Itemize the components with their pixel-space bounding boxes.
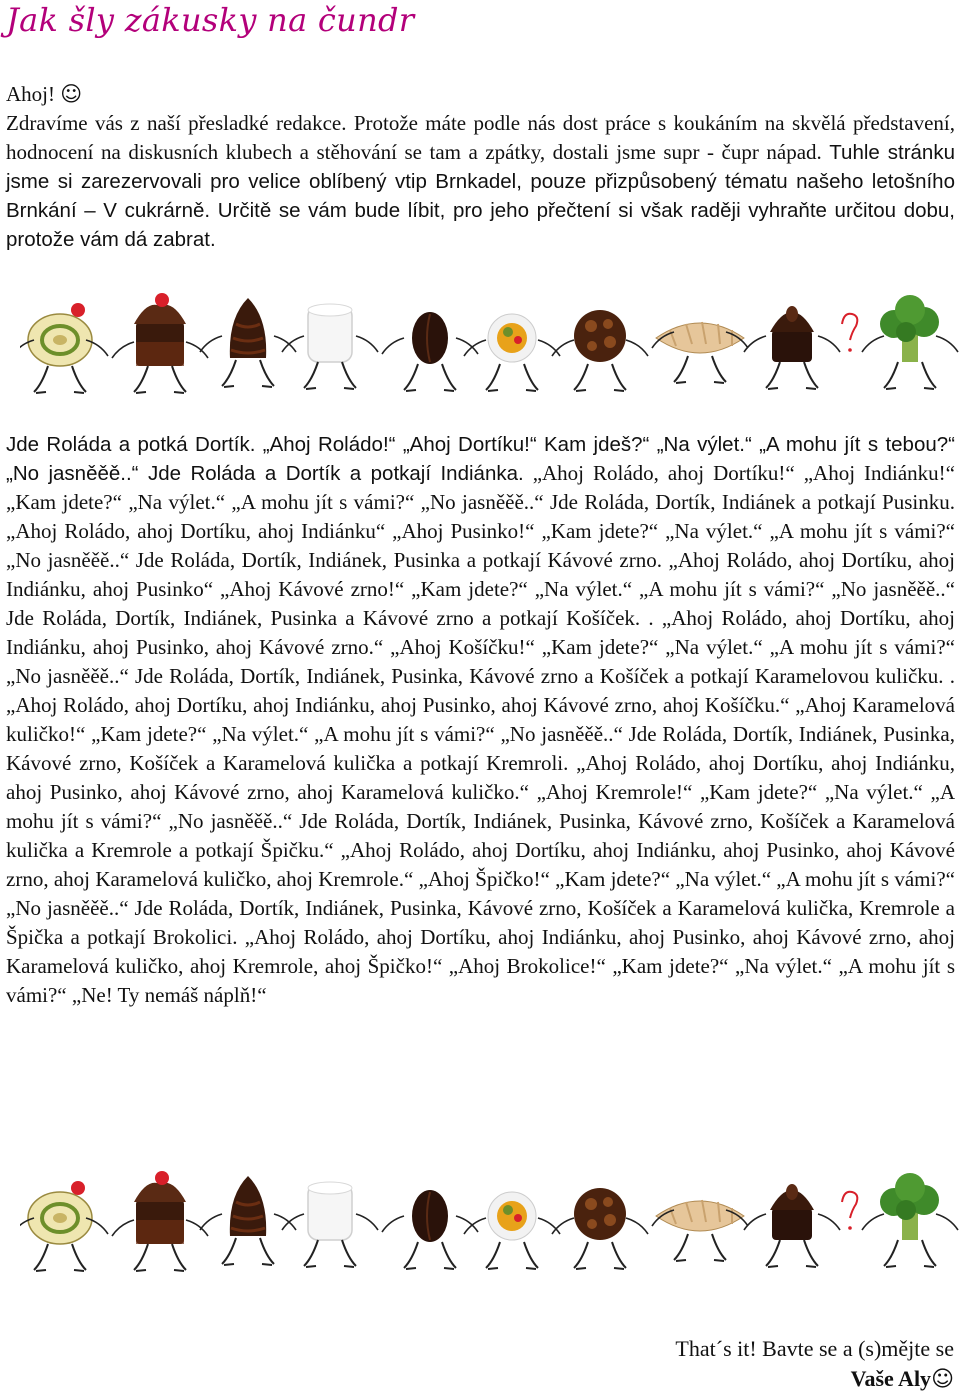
chocolate-spiral-figure [200,1176,296,1265]
closing-line: That´s it! Bavte se a (s)mějte se [675,1336,954,1361]
chocolate-cake-figure [112,1171,208,1271]
signature-text: Vaše Aly [850,1366,932,1391]
dessert-figures-top [20,280,960,412]
story-opening: Jde Roláda a potká Dortík. „Ahoj Roládo!“ „Ahoj Dortíku!“ Kam jdeš?“ „Na výlet.“ „A mohu jít s tebou?“ „No jasněěě..“ Jde Roláda a Dortík a potkají Indiánka. [6,433,955,485]
tartlet-figure [464,1192,560,1269]
roulade-figure [20,1181,108,1271]
tartlet-figure [464,314,560,391]
page-title: Jak šly zákusky na čundr [6,1,415,39]
signature-smiley-icon: ☺ [931,1367,954,1392]
intro-part-2: Tuhle stránku jsme si zarezervovali pro velice oblíbený vtip Brnkadel, pouze přizpůsobený tématu našeho letošního Brnkání – V cukrárně. Určitě se vám bude líbit, pro jeho přečtení si však raději vyhraňte určitou dobu, protože vám dá zabrat. [6,141,955,251]
cream-roll-figure [652,322,748,383]
roulade-figure [20,303,108,393]
marshmallow-figure [282,304,378,389]
marshmallow-figure [282,1182,378,1267]
cream-roll-figure [652,1200,748,1261]
dessert-illustration-row-top [20,280,960,412]
chocolate-tip-figure [744,1184,840,1267]
broccoli-figure [862,1173,958,1267]
story-paragraph [6,430,955,1010]
dessert-figures-bottom [20,1158,960,1290]
signature [851,1364,954,1394]
coffee-bean-figure [382,312,478,391]
intro-paragraph [6,109,955,254]
question-mark-icon [842,314,857,352]
broccoli-figure [862,295,958,389]
greeting [6,80,82,108]
intro-part-1: Zdravíme vás z naší přesladké redakce. Protože máte podle nás dost práce s koukáním na skvělá představení, hodnocení na diskusních klubech a stěhování se tam a zpátky, dostali jsme supr - čupr nápad. [6,111,955,164]
story-body: „Ahoj Roládo, ahoj Dortíku!“ „Ahoj Indiánku!“ „Kam jdete?“ „Na výlet.“ „A mohu jít s vámi?“ „No jasněěě..“ Jde Roláda, Dortík, Indiánek a potkají Pusinku. „Ahoj Roládo, ahoj Dortíku, ahoj Indiánku“ „Ahoj Pusinko!“ „Kam jdete?“ „Na výlet.“ „A mohu jít s vámi?“ „No jasněěě..“ Jde Roláda, Dortík, Indiánek, Pusinka a potkají Kávové zrno. „Ahoj Roládo, ahoj Dortíku, ahoj Indiánku, ahoj Pusinko“ „Ahoj Kávové zrno!“ „Kam jdete?“ „Na výlet.“ „A mohu jít s vámi?“ „No jasněěě..“ Jde Roláda, Dortík, Indiánek, Pusinka a Kávové zrno a potkají Košíček. . „Ahoj Roládo, ahoj Dortíku, ahoj Indiánku, ahoj Pusinko, ahoj Kávové zrno.“ „Ahoj Košíčku!“ „Kam jdete?“ „Na výlet.“ „A mohu jít s vámi?“ „No jasněěě..“ Jde Roláda, Dortík, Indiánek, Pusinka, Kávové zrno a Košíček a potkají Karamelovou kuličku. . „Ahoj Roládo, ahoj Dortíku, ahoj Indiánku, ahoj Pusinko, ahoj Kávové zrno, ahoj Košíčku.“ „Ahoj Karamelová kuličko!“ „Kam jdete?“ „Na výlet.“ „A mohu jít s vámi?“ „No jasněěě..“ Jde Roláda, Dortík, Indiánek, Pusinka, Kávové zrno, Košíček a Karamelová kulička a potkají Kremroli. „Ahoj Roládo, ahoj Dortíku, ahoj Indiánku, ahoj Pusinko, ahoj Kávové zrno, ahoj Karamelová kuličko.“ „Ahoj Kremrole!“ „Kam jdete?“ „Na výlet.“ „A mohu jít s vámi?“ „No jasněěě..“ Jde Roláda, Dortík, Indiánek, Pusinka, Kávové zrno, Košíček a Karamelová kulička a Kremrole a potkají Špičku.“ „Ahoj Roládo, ahoj Dortíku, ahoj Indiánku, ahoj Pusinko, ahoj Kávové zrno, ahoj Karamelová kuličko, ahoj Kremrole.“ „Ahoj Špičko!“ „Kam jdete?“ „Na výlet.“ „A mohu jít s vámi?“ „No jasněěě..“ Jde Roláda, Dortík, Indiánek, Pusinka, Kávové zrno, Košíček a Karamelová kulička, Kremrole a Špička a potkají Brokolici. „Ahoj Roládo, ahoj Dortíku, ahoj Indiánku, ahoj Pusinko, ahoj Kávové zrno, ahoj Karamelová kuličko, ahoj Kremrole, ahoj Špičko!“ „Ahoj Brokolice!“ „Kam jdete?“ „Na výlet.“ „A mohu jít s vámi?“ „Ne! Ty nemáš náplň!“ [6,461,955,1007]
chocolate-cake-figure [112,293,208,393]
caramel-ball-figure [552,310,648,391]
chocolate-spiral-figure [200,298,296,387]
coffee-bean-figure [382,1190,478,1269]
smiley-icon: ☺ [60,82,83,106]
dessert-illustration-row-bottom [20,1158,960,1290]
chocolate-tip-figure [744,306,840,389]
caramel-ball-figure [552,1188,648,1269]
question-mark-icon [842,1192,857,1230]
greeting-text: Ahoj! [6,82,55,106]
